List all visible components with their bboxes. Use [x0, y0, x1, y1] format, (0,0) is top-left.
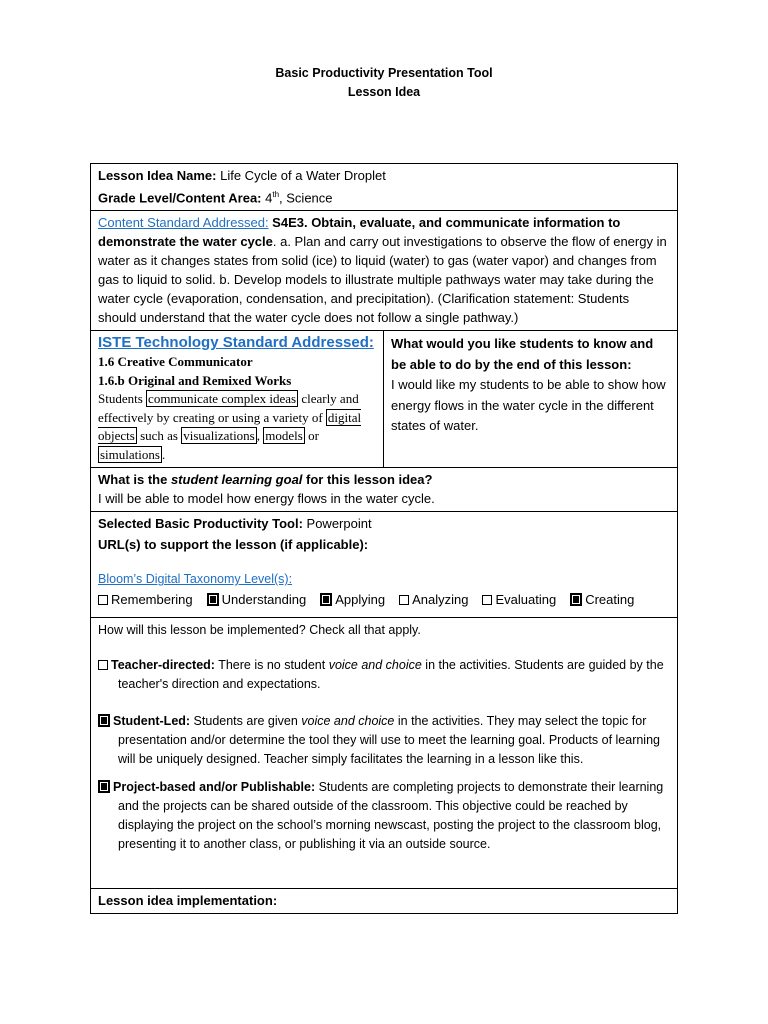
teacher-emphasis: voice and choice	[328, 658, 422, 673]
grade-value: 4	[261, 190, 273, 206]
project-label: Project-based and/or Publishable:	[113, 780, 316, 795]
bloom-level-label: Evaluating	[495, 592, 557, 608]
checked-box-icon[interactable]	[570, 593, 582, 606]
iste-keyword: visualizations	[183, 428, 255, 444]
project-based-option[interactable]	[98, 778, 670, 854]
bloom-level-evaluating[interactable]	[482, 590, 556, 609]
bloom-level-creating[interactable]	[570, 590, 634, 609]
goal-answer: I will be able to model how energy flows in the water cycle.	[98, 491, 435, 507]
teacher-directed-option[interactable]	[98, 656, 670, 694]
document-subtitle: Lesson Idea	[347, 85, 421, 99]
bloom-level-applying[interactable]	[320, 590, 385, 609]
iste-standard-link[interactable]: ISTE Technology Standard Addressed:	[98, 334, 374, 352]
document-header	[0, 64, 768, 102]
iste-heading-2: 1.6.b Original and Remixed Works	[98, 372, 292, 388]
bloom-level-label: Analyzing	[412, 592, 469, 608]
bloom-level-label: Understanding	[221, 592, 307, 608]
unchecked-box-icon[interactable]	[482, 595, 492, 605]
student-emphasis: voice and choice	[301, 714, 395, 729]
checked-box-icon[interactable]	[207, 593, 219, 606]
iste-text: .	[161, 446, 166, 462]
bloom-level-label: Creating	[585, 592, 635, 608]
implementation-label-row	[91, 888, 677, 913]
grade-subject: , Science	[279, 190, 333, 206]
tool-label: Selected Basic Productivity Tool:	[98, 516, 303, 532]
lesson-name-value: Life Cycle of a Water Droplet	[216, 168, 386, 183]
bloom-level-understanding[interactable]	[207, 590, 307, 609]
grade-suffix: th	[272, 190, 280, 199]
document-title: Basic Productivity Presentation Tool	[275, 66, 493, 80]
know-answer: I would like my students to be able to show how energy flows in the water cycle in the different states of water.	[391, 377, 666, 434]
iste-text: Students	[98, 391, 147, 407]
iste-text: such as	[136, 428, 182, 444]
iste-text: clearly and effectively by creating or using a variety of	[98, 391, 359, 425]
student-label: Student-Led:	[113, 714, 191, 729]
bloom-level-label: Applying	[335, 592, 386, 608]
tool-row	[91, 511, 677, 617]
content-standard-row	[91, 210, 677, 330]
iste-text: or	[304, 428, 319, 444]
lesson-name-row	[91, 164, 677, 210]
iste-column	[91, 331, 384, 467]
bloom-level-analyzing[interactable]	[399, 590, 468, 609]
iste-text: ,	[256, 428, 264, 444]
goal-question-emphasis: student learning goal	[170, 472, 303, 488]
lesson-table	[90, 163, 678, 914]
checked-box-icon[interactable]	[98, 780, 110, 793]
checked-box-icon[interactable]	[98, 714, 110, 727]
teacher-label: Teacher-directed:	[111, 658, 215, 673]
goal-question: What is the	[98, 472, 171, 488]
know-question: What would you like students to know and be able to do by the end of this lesson:	[391, 336, 654, 372]
url-label: URL(s) to support the lesson (if applicable):	[98, 537, 369, 553]
bloom-level-label: Remembering	[111, 592, 193, 608]
grade-label: Grade Level/Content Area:	[98, 190, 262, 206]
iste-keyword: communicate complex ideas	[148, 391, 297, 407]
bloom-link[interactable]: Bloom’s Digital Taxonomy Level(s):	[98, 572, 293, 587]
teacher-text: There is no student	[214, 658, 329, 673]
iste-row	[91, 330, 677, 467]
teacher-text-end: in the activities. Students are guided by the teacher's direction and expectations.	[118, 658, 664, 692]
checked-box-icon[interactable]	[320, 593, 332, 606]
bloom-level-remembering[interactable]	[98, 590, 193, 609]
iste-keyword: digital objects	[98, 409, 362, 444]
know-column	[384, 331, 677, 467]
implementation-label: Lesson idea implementation:	[98, 893, 278, 909]
project-text: Students are completing projects to demonstrate their learning and the projects can be shared outside of the classroom. This objective could be reached by displaying the project on the school’s morning newscast, posting the project to the classroom blog, presenting it to another class, or publishing it via an outside source.	[118, 780, 664, 852]
implementation-row	[91, 617, 677, 888]
implement-question: How will this lesson be implemented? Check all that apply.	[98, 623, 421, 638]
student-text: Students are given	[190, 714, 302, 729]
iste-keyword: models	[265, 428, 303, 444]
content-standard-link[interactable]: Content Standard Addressed:	[98, 215, 269, 231]
unchecked-box-icon[interactable]	[98, 595, 108, 605]
student-led-option[interactable]	[98, 712, 670, 769]
content-standard-body: . a. Plan and carry out investigations to observe the flow of energy in water as it changes states from solid (ice) to liquid (water) to gas (water vapor) and changes from gas to liquid to solid. b. Develop models to illustrate multiple pathways water may take during the water cycle (evaporation, condensation, and precipitation). (Clarification statement: Students should understand that the water cycle does not follow a single pathway.)	[98, 234, 667, 326]
student-text-end: in the activities. They may select the topic for presentation and/or determine the tool they will use to meet the learning goal. Products of learning will be uniquely designed. Teacher simply facilitates the learning in a lesson like this.	[118, 714, 660, 767]
learning-goal-row	[91, 467, 677, 511]
unchecked-box-icon[interactable]	[399, 595, 409, 605]
tool-value: Powerpoint	[302, 516, 372, 532]
bloom-levels	[98, 590, 670, 609]
goal-question-end: for this lesson idea?	[302, 472, 433, 488]
unchecked-box-icon[interactable]	[98, 660, 108, 670]
iste-heading-1: 1.6 Creative Communicator	[98, 354, 253, 370]
iste-description	[98, 390, 377, 464]
content-standard-bold: S4E3. Obtain, evaluate, and communicate information to demonstrate the water cycle	[98, 215, 621, 250]
lesson-name-label: Lesson Idea Name:	[98, 168, 217, 183]
iste-keyword: simulations	[100, 446, 160, 462]
